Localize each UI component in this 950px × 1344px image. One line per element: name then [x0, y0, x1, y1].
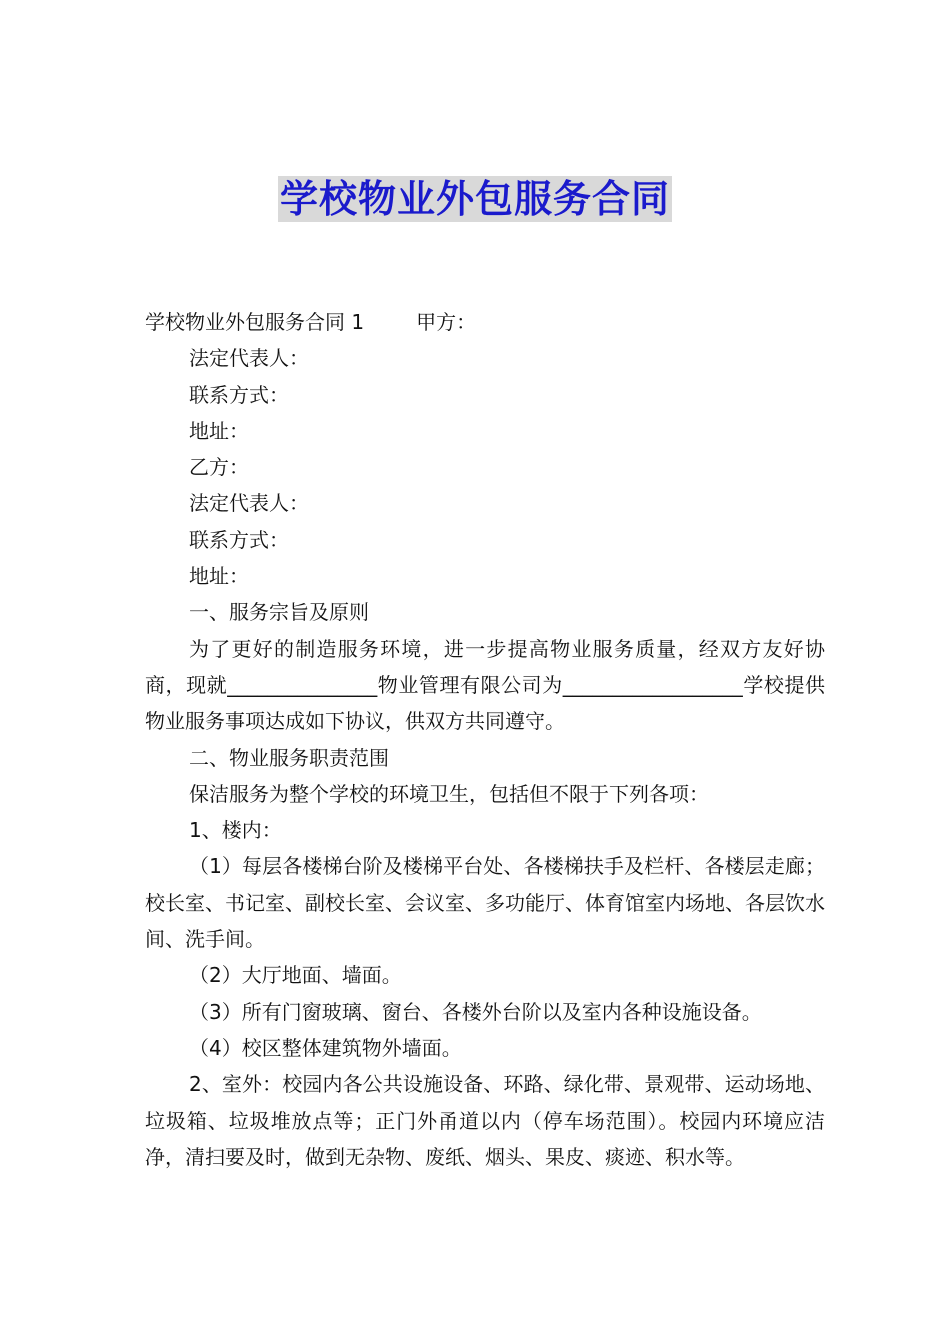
paragraph: 地址：	[189, 564, 249, 589]
paragraph: 地址：	[189, 418, 249, 443]
section-heading: 二、物业服务职责范围	[189, 745, 389, 770]
paragraph: （2）大厅地面、墙面。	[189, 963, 402, 988]
paragraph: 联系方式：	[189, 527, 289, 552]
contract-heading: 学校物业外包服务合同 1	[145, 310, 365, 334]
paragraph: （1）每层各楼梯台阶及楼梯平台处、各楼梯扶手及栏杆、各楼层走廊；校长室、书记室、副校长室、会议室、多功能厅、体育馆室内场地、各层饮水间、洗手间。	[145, 854, 825, 952]
paragraph: 为了更好的制造服务环境，进一步提高物业服务质量，经双方友好协商，现就_______________物业管理有限公司为__________________学校提供物业服务事项达成如下协议，供双方共同遵守。	[145, 636, 825, 734]
paragraph: （4）校区整体建筑物外墙面。	[189, 1035, 462, 1060]
paragraph: （3）所有门窗玻璃、窗台、各楼外台阶以及室内各种设施设备。	[189, 999, 762, 1024]
document-body	[145, 304, 825, 1175]
paragraph: 乙方：	[189, 455, 249, 480]
party-a-label: 甲方：	[416, 310, 477, 334]
section-heading: 一、服务宗旨及原则	[189, 600, 369, 625]
paragraph: 保洁服务为整个学校的环境卫生，包括但不限于下列各项：	[189, 781, 709, 806]
paragraph: 2、室外：校园内各公共设施设备、环路、绿化带、景观带、运动场地、垃圾箱、垃圾堆放点等；正门外甬道以内（停车场范围）。校园内环境应洁净，清扫要及时，做到无杂物、废纸、烟头、果皮、痰迹、积水等。	[145, 1072, 825, 1169]
paragraph: 联系方式：	[189, 382, 289, 407]
document-title: 学校物业外包服务合同	[279, 177, 670, 221]
paragraph: 法定代表人：	[189, 346, 309, 371]
paragraph: 1、楼内：	[189, 818, 282, 843]
first-line	[145, 304, 825, 340]
title-container	[0, 176, 950, 222]
paragraph: 法定代表人：	[189, 491, 309, 516]
